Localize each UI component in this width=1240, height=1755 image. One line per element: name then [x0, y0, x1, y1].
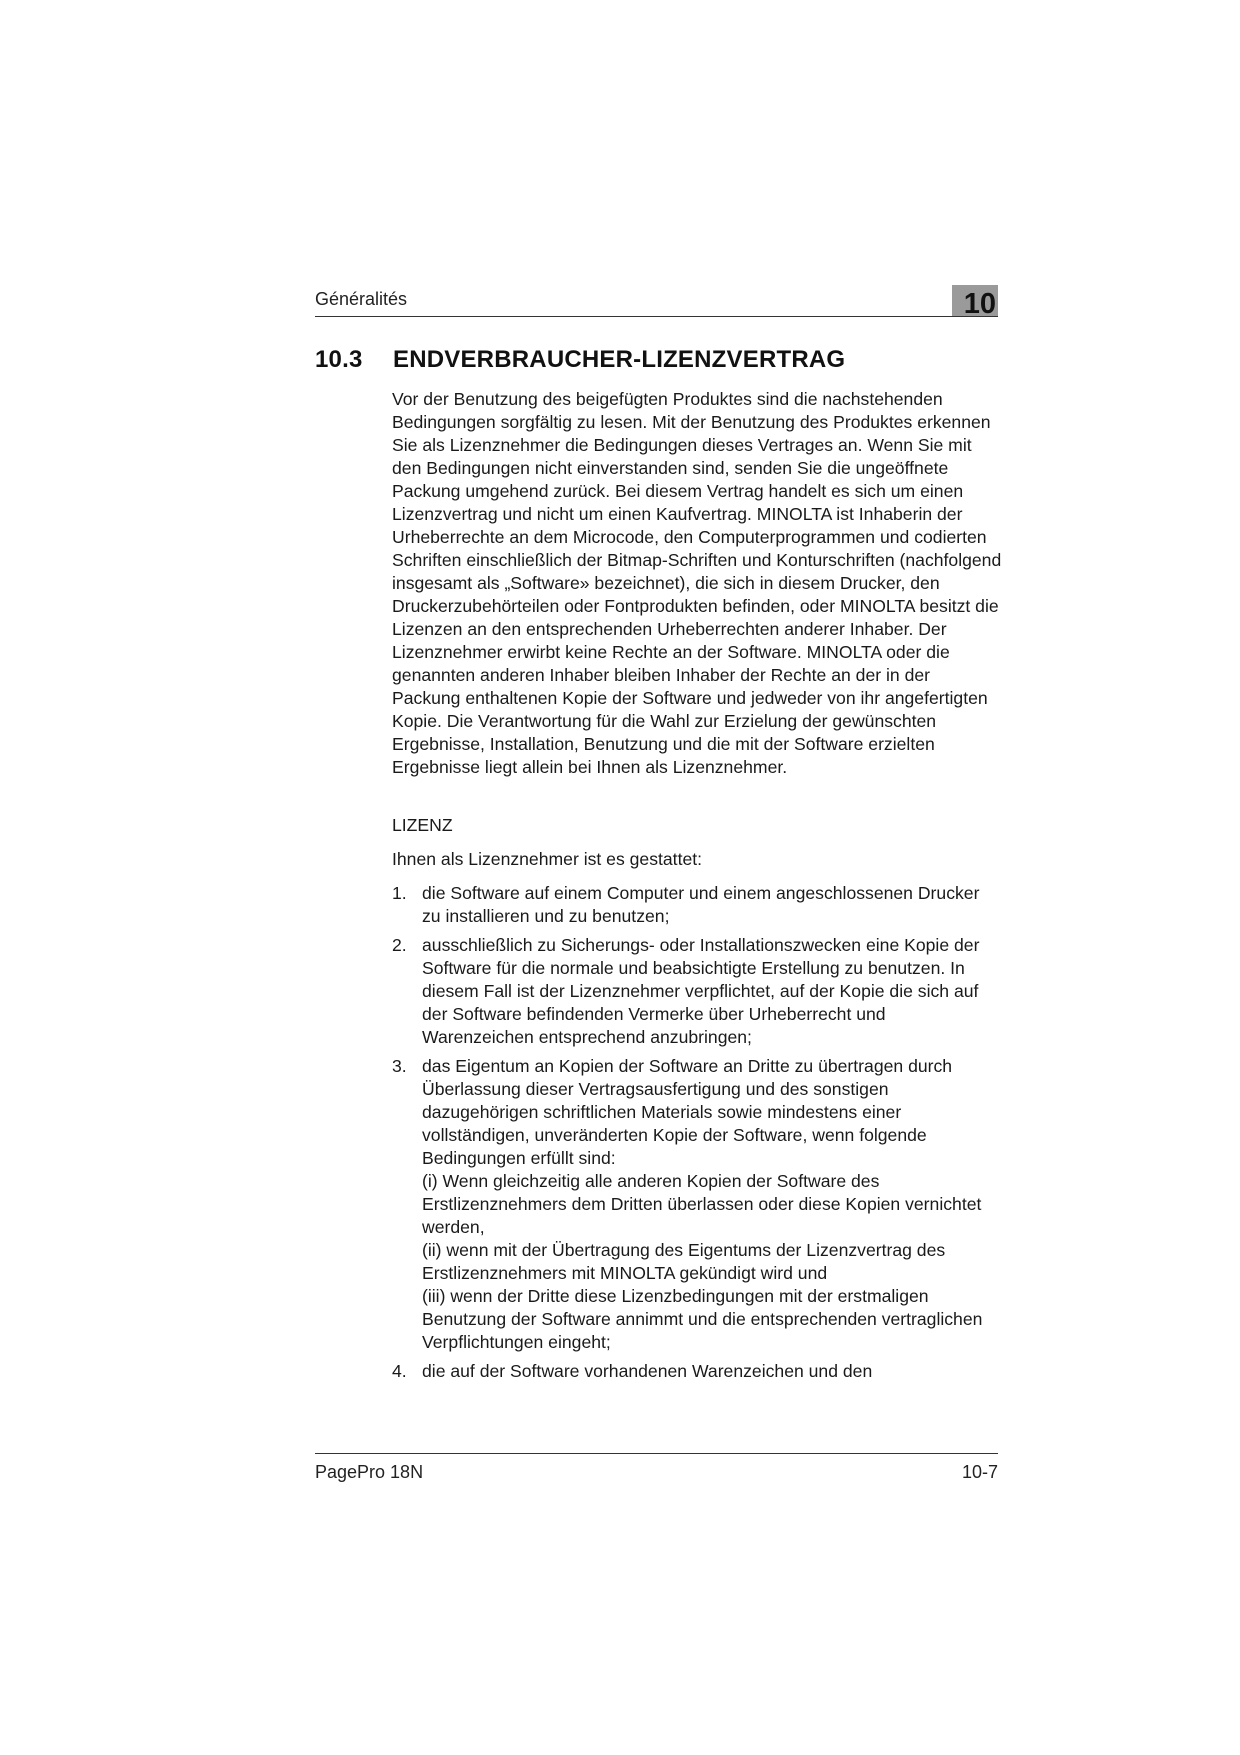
document-body [392, 388, 1002, 1389]
running-footer [315, 1453, 998, 1484]
list-item-text: das Eigentum an Kopien der Software an Dritte zu übertragen durch Überlassung dieser Vertragsausfertigung und des sonstigen dazugehörigen schriftlichen Materials sowie mindestens einer vollständigen, unveränderten Kopie der Software, wenn folgende Bedingungen erfüllt sind: [422, 1056, 953, 1168]
list-item-text: die Software auf einem Computer und einem angeschlossenen Drucker zu installieren und zu benutzen; [422, 883, 980, 926]
license-list [392, 882, 1002, 1383]
header-title: Généralités [315, 289, 408, 309]
running-header [315, 285, 998, 320]
list-item-text: ausschließlich zu Sicherungs- oder Installationszwecken eine Kopie der Software für die normale und beabsichtigte Erstellung zu benutzen. In diesem Fall ist der Lizenznehmer verpflichtet, auf der Kopie die sich auf der Software befindenden Vermerke über Urheberrecht und Warenzeichen entsprechend anzubringen; [422, 935, 980, 1047]
list-subitem: (ii) wenn mit der Übertragung des Eigentums der Lizenzvertrag des Erstlizenznehmers mit MINOLTA gekündigt wird und [422, 1240, 946, 1283]
footer-product-name: PagePro 18N [315, 1462, 424, 1482]
list-item-number: 4. [392, 1361, 407, 1381]
intro-paragraph: Vor der Benutzung des beigefügten Produktes sind die nachstehenden Bedingungen sorgfältig zu lesen. Mit der Benutzung des Produktes erkennen Sie als Lizenznehmer die Bedingungen dieses Vertrages an. Wenn Sie mit den Bedingungen nicht einverstanden sind, senden Sie die ungeöffnete Packung umgehend zurück. Bei diesem Vertrag handelt es sich um einen Lizenzvertrag und nicht um einen Kaufvertrag. MINOLTA ist Inhaberin der Urheberrechte an dem Microcode, den Computerprogrammen und codierten Schriften einschließlich der Bitmap-Schriften und Konturschriften (nachfolgend insgesamt als „Software» bezeichnet), die sich in diesem Drucker, den Druckerzubehörteilen oder Fontprodukten befinden, oder MINOLTA besitzt die Lizenzen an den entsprechenden Urheberrechten anderer Inhaber. Der Lizenznehmer erwirbt keine Rechte an der Software. MINOLTA oder die genannten anderen Inhaber bleiben Inhaber der Rechte an der in der Packung enthaltenen Kopie der Software und jedweder von ihr angefertigten Kopie. Die Verantwortung für die Wahl zur Erzielung der gewünschten Ergebnisse, Installation, Benutzung und die mit der Software erzielten Ergebnisse liegt allein bei Ihnen als Lizenznehmer. [392, 389, 1002, 777]
list-item [392, 1360, 1002, 1383]
list-item [392, 934, 1002, 1049]
footer-page-number: 10-7 [961, 1462, 998, 1482]
section-title: ENDVERBRAUCHER-LIZENZVERTRAG [393, 346, 846, 373]
list-item [392, 1055, 1002, 1354]
license-heading: LIZENZ [392, 815, 453, 835]
list-item-number: 1. [392, 883, 407, 903]
section-number: 10.3 [315, 346, 363, 373]
section-heading [315, 346, 845, 374]
list-subitem: (iii) wenn der Dritte diese Lizenzbedingungen mit der erstmaligen Benutzung der Software annimmt und die entsprechenden vertraglichen Verpflichtungen eingeht; [422, 1286, 983, 1352]
chapter-number-badge: 10 [952, 285, 998, 316]
list-item [392, 882, 1002, 928]
list-subitem: (i) Wenn gleichzeitig alle anderen Kopien der Software des Erstlizenznehmers dem Dritten überlassen oder diese Kopien vernichtet werden, [422, 1171, 982, 1237]
list-item-text: die auf der Software vorhandenen Warenzeichen und den [422, 1361, 873, 1381]
license-lead: Ihnen als Lizenznehmer ist es gestattet: [392, 849, 703, 869]
list-item-number: 3. [392, 1056, 407, 1076]
list-item-number: 2. [392, 935, 407, 955]
